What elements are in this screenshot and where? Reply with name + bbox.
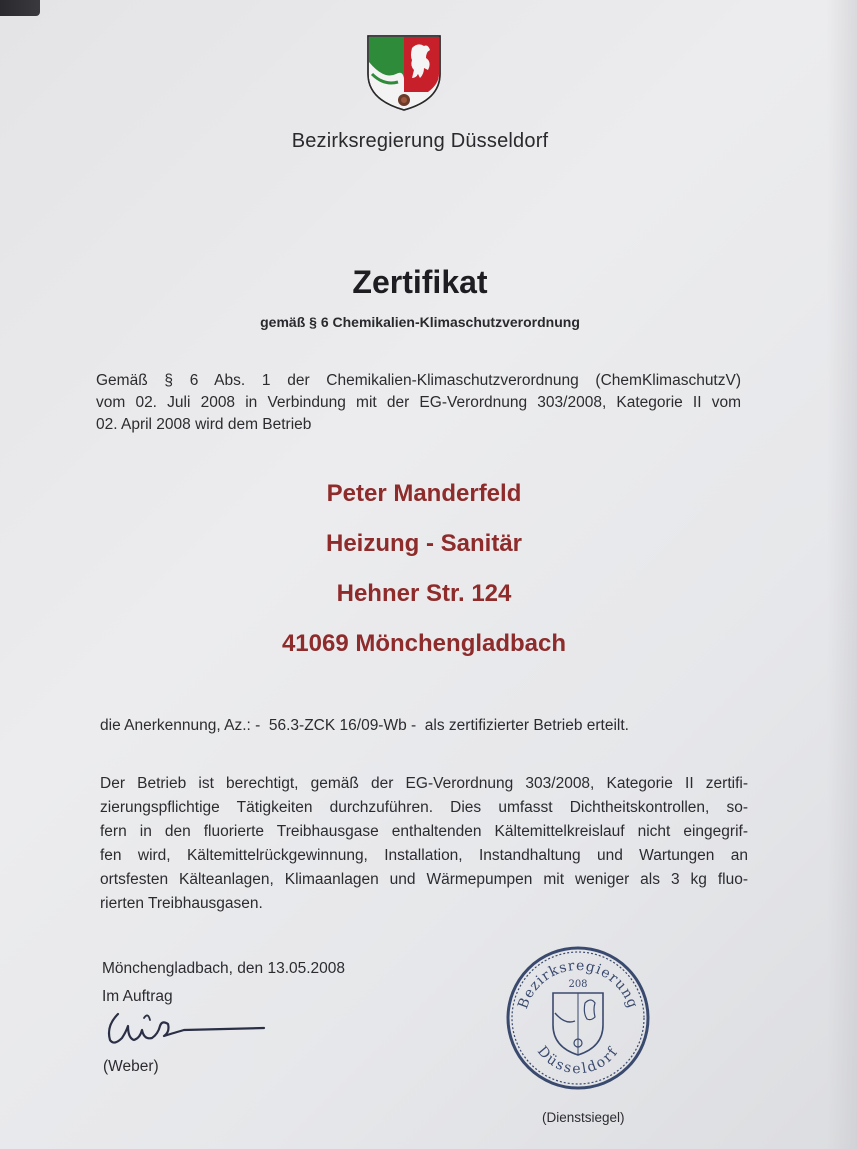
certificate-subtitle: gemäß § 6 Chemikalien-Klimaschutzverordnung: [260, 314, 580, 330]
recognition-statement: die Anerkennung, Az.: - 56.3-ZCK 16/09-Wb - als zertifizierter Betrieb erteilt.: [100, 717, 629, 734]
svg-text:208: 208: [568, 979, 588, 990]
body-line: Der Betrieb ist berechtigt, gemäß der EG-Verordnung 303/2008, Kategorie II zertifi-: [100, 775, 748, 792]
photo-corner-shadow: [0, 0, 40, 16]
svg-text:Bezirksregierung: Bezirksregierung: [515, 957, 641, 1011]
signer-name: (Weber): [103, 1058, 159, 1075]
intro-line: vom 02. Juli 2008 in Verbindung mit der EG-Verordnung 303/2008, Kategorie II vom: [96, 394, 741, 411]
body-line: fen wird, Kältemittelrückgewinnung, Installation, Instandhaltung und Wartungen an: [100, 847, 748, 864]
body-line: zierungspflichtige Tätigkeiten durchzuführen. Dies umfasst Dichtheitskontrollen, so-: [100, 799, 748, 816]
svg-text:Düsseldorf: Düsseldorf: [533, 1043, 622, 1078]
issuing-authority: Bezirksregierung Düsseldorf: [291, 130, 549, 152]
photo-edge-shading: [827, 0, 857, 1149]
body-line: fern in den fluorierte Treibhausgase enthaltenden Kältemittelkreislauf nicht eingegrif-: [100, 823, 748, 840]
handwritten-signature: [104, 1004, 274, 1052]
on-behalf-label: Im Auftrag: [102, 988, 173, 1005]
entitlement-paragraph: [100, 772, 748, 916]
company-street: Hehner Str. 124: [336, 580, 512, 607]
intro-line: Gemäß § 6 Abs. 1 der Chemikalien-Klimaschutzverordnung (ChemKlimaschutzV): [96, 372, 741, 389]
official-seal-icon: [503, 943, 653, 1093]
certificate-title: Zertifikat: [352, 264, 488, 300]
company-city: 41069 Mönchengladbach: [281, 630, 567, 657]
company-trade: Heizung - Sanitär: [325, 530, 523, 557]
body-line: rierten Treibhausgasen.: [100, 895, 263, 912]
place-and-date: Mönchengladbach, den 13.05.2008: [102, 960, 346, 977]
body-line: ortsfesten Kälteanlagen, Klimaanlagen und Wärmepumpen mit weniger als 3 kg fluo-: [100, 871, 748, 888]
intro-line: 02. April 2008 wird dem Betrieb: [96, 416, 312, 433]
company-name: Peter Manderfeld: [326, 480, 522, 507]
seal-caption: (Dienstsiegel): [542, 1110, 625, 1125]
nrw-coat-of-arms-icon: [366, 34, 442, 112]
intro-paragraph: [96, 370, 741, 436]
